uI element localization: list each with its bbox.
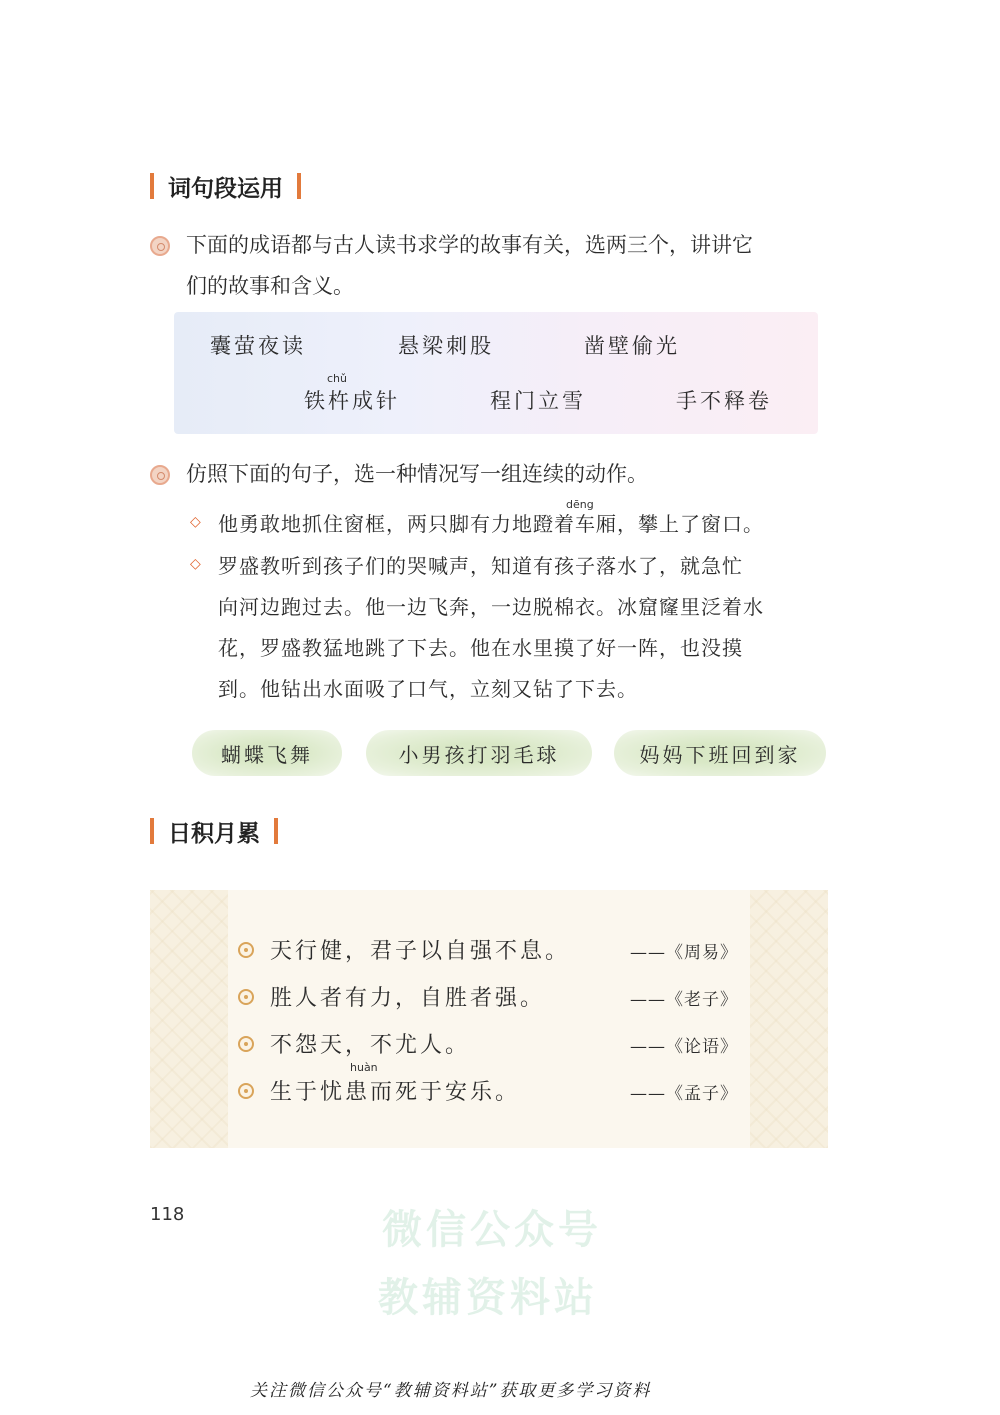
pinyin-annotation: huàn — [350, 1061, 378, 1074]
option-pill: 妈妈下班回到家 — [614, 730, 826, 776]
title-bar-left — [150, 173, 154, 199]
idiom-item: 铁杵成针 — [304, 389, 400, 413]
task2-text: 仿照下面的句子，选一种情况写一组连续的动作。 — [186, 462, 648, 486]
quote-source: ——《老子》 — [630, 990, 738, 1010]
option-pill: 小男孩打羽毛球 — [366, 730, 592, 776]
section-title-text: 词句段运用 — [168, 175, 283, 202]
idiom-item: 手不释卷 — [676, 389, 772, 413]
idiom-item: 囊萤夜读 — [210, 334, 306, 358]
example-sentence-1: 他勇敢地抓住窗框，两只脚有力地蹬着车厢，攀上了窗口。 — [218, 512, 764, 536]
quote-source: ——《周易》 — [630, 943, 738, 963]
section-title-ci-ju-duan — [150, 170, 301, 202]
task-bullet-icon — [150, 465, 170, 485]
diamond-bullet-icon: ◇ — [190, 556, 201, 572]
quote-panel-inner — [228, 890, 750, 1148]
task-bullet-icon — [150, 236, 170, 256]
quote-bullet-icon — [238, 1036, 254, 1052]
quote-text: 不怨天，不尤人。 — [270, 1033, 471, 1058]
task1-text: 下面的成语都与古人读书求学的故事有关，选两三个，讲讲它 们的故事和含义。 — [186, 233, 753, 298]
section-title-text: 日积月累 — [168, 820, 260, 847]
title-bar-right — [274, 818, 278, 844]
diamond-bullet-icon: ◇ — [190, 514, 201, 530]
title-bar-left — [150, 818, 154, 844]
quote-bullet-icon — [238, 1083, 254, 1099]
quote-text: 生于忧患而死于安乐。 — [270, 1080, 521, 1105]
watermark-line-1: 微信公众号 — [382, 1207, 602, 1253]
page-number: 118 — [150, 1204, 185, 1225]
idiom-item: 凿壁偷光 — [584, 334, 680, 358]
pinyin-annotation: dēng — [566, 498, 594, 511]
footer-note: 关注微信公众号“教辅资料站”获取更多学习资料 — [250, 1381, 652, 1401]
quote-bullet-icon — [238, 942, 254, 958]
example-paragraph-2: 罗盛教听到孩子们的哭喊声，知道有孩子落水了，就急忙 向河边跑过去。他一边飞奔，一边脱棉衣。冰窟窿里泛着水 花，罗盛教猛地跳了下去。他在水里摸了好一阵，也没摸 到。他钻出水面吸了口气，立刻又钻了下去。 — [218, 554, 764, 701]
section-title-ri-ji-yue-lei — [150, 815, 278, 847]
quote-text: 天行健，君子以自强不息。 — [270, 939, 571, 964]
idiom-item: 悬梁刺股 — [398, 334, 494, 358]
quote-text: 胜人者有力，自胜者强。 — [270, 986, 546, 1011]
option-pill: 蝴蝶飞舞 — [192, 730, 342, 776]
quote-source: ——《孟子》 — [630, 1084, 738, 1104]
quote-bullet-icon — [238, 989, 254, 1005]
title-bar-right — [297, 173, 301, 199]
quote-source: ——《论语》 — [630, 1037, 738, 1057]
watermark-line-2: 教辅资料站 — [378, 1275, 598, 1321]
pinyin-annotation: chǔ — [327, 372, 347, 385]
idiom-item: 程门立雪 — [490, 389, 586, 413]
